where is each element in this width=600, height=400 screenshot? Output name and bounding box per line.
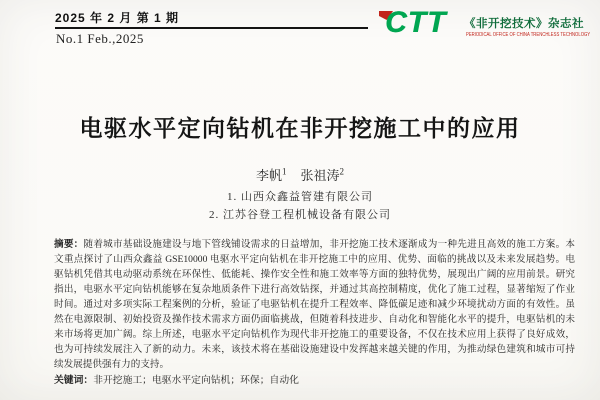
abstract (54, 237, 575, 372)
keywords-text: 非开挖施工；电驱水平定向钻机；环保；自动化 (93, 375, 299, 386)
journal-name-en: PERIODICAL OFFICE OF CHINA TRENCHLESS TECHNOLOGY (466, 32, 591, 38)
abstract-line: 文重点探讨了山西众鑫益 GSE10000 电驱水平定向钻机在非开挖施工中的应用、优势、面临的挑战以及未来发展趋势。电 (54, 254, 575, 265)
author-affil-mark: 2 (339, 166, 345, 177)
affiliation: 1. 山西众鑫益管建有限公司 (227, 191, 373, 203)
abstract-text: 随着城市基础设施建设与地下管线铺设需求的日益增加，非开挖施工技术逐渐成为一种先进且高效的施工方案。本 (83, 239, 575, 250)
issue-date-cn: 2025 年 2 月 第 1 期 (55, 11, 180, 25)
author (256, 168, 287, 183)
author-name: 李帆 (255, 168, 282, 183)
header-divider (55, 27, 368, 29)
abstract-line: 续发展提供强有力的支持。 (54, 359, 170, 370)
author-affil-mark: 1 (282, 166, 287, 177)
ctt-logo: CTT (385, 6, 447, 39)
abstract-line: 来市场将更加广阔。综上所述，电驱水平定向钻机作为现代非开挖施工的重要设备，不仅在技术应用上获得了良好成效， (54, 329, 575, 340)
issue-date-en: No.1 Feb.,2025 (56, 31, 144, 46)
author-line (0, 165, 600, 184)
abstract-line: 指出，电驱水平定向钻机能够在复杂地质条件下进行高效钻探，并通过其高控制精度，优化了施工过程，显著缩短了作业 (54, 284, 575, 295)
affiliation-list (0, 188, 600, 224)
affiliation: 2. 江苏谷登工程机械设备有限公司 (209, 209, 391, 221)
journal-name: 《非开挖技术》杂志社 (464, 18, 584, 30)
abstract-line: 时间。通过对多项实际工程案例的分析，验证了电驱钻机在提升工程效率、降低碳足迹和减少环境扰动方面的有效性。虽 (54, 299, 575, 310)
keywords-label: 关键词： (54, 375, 94, 386)
author (301, 168, 345, 183)
abstract-line (54, 237, 575, 252)
abstract-label: 摘要： (54, 239, 84, 250)
article-title: 电驱水平定向钻机在非开挖施工中的应用 (79, 116, 521, 141)
keywords-line (54, 372, 299, 386)
abstract-line: 也为可持续发展注入了新的动力。未来，该技术将在基础设施建设中发挥越来越关键的作用，为推动绿色建筑和城市可持 (54, 344, 575, 355)
author-name: 张祖涛 (300, 168, 340, 183)
abstract-line: 然在电源限制、初始投资及操作技术需求方面仍面临挑战，但随着科技进步、自动化和智能化水平的提升，电驱钻机的未 (54, 314, 575, 325)
abstract-line: 驱钻机凭借其电动驱动系统在环保性、低能耗、操作安全性和施工效率等方面的独特优势，展现出广阔的应用前景。研究 (54, 269, 575, 280)
